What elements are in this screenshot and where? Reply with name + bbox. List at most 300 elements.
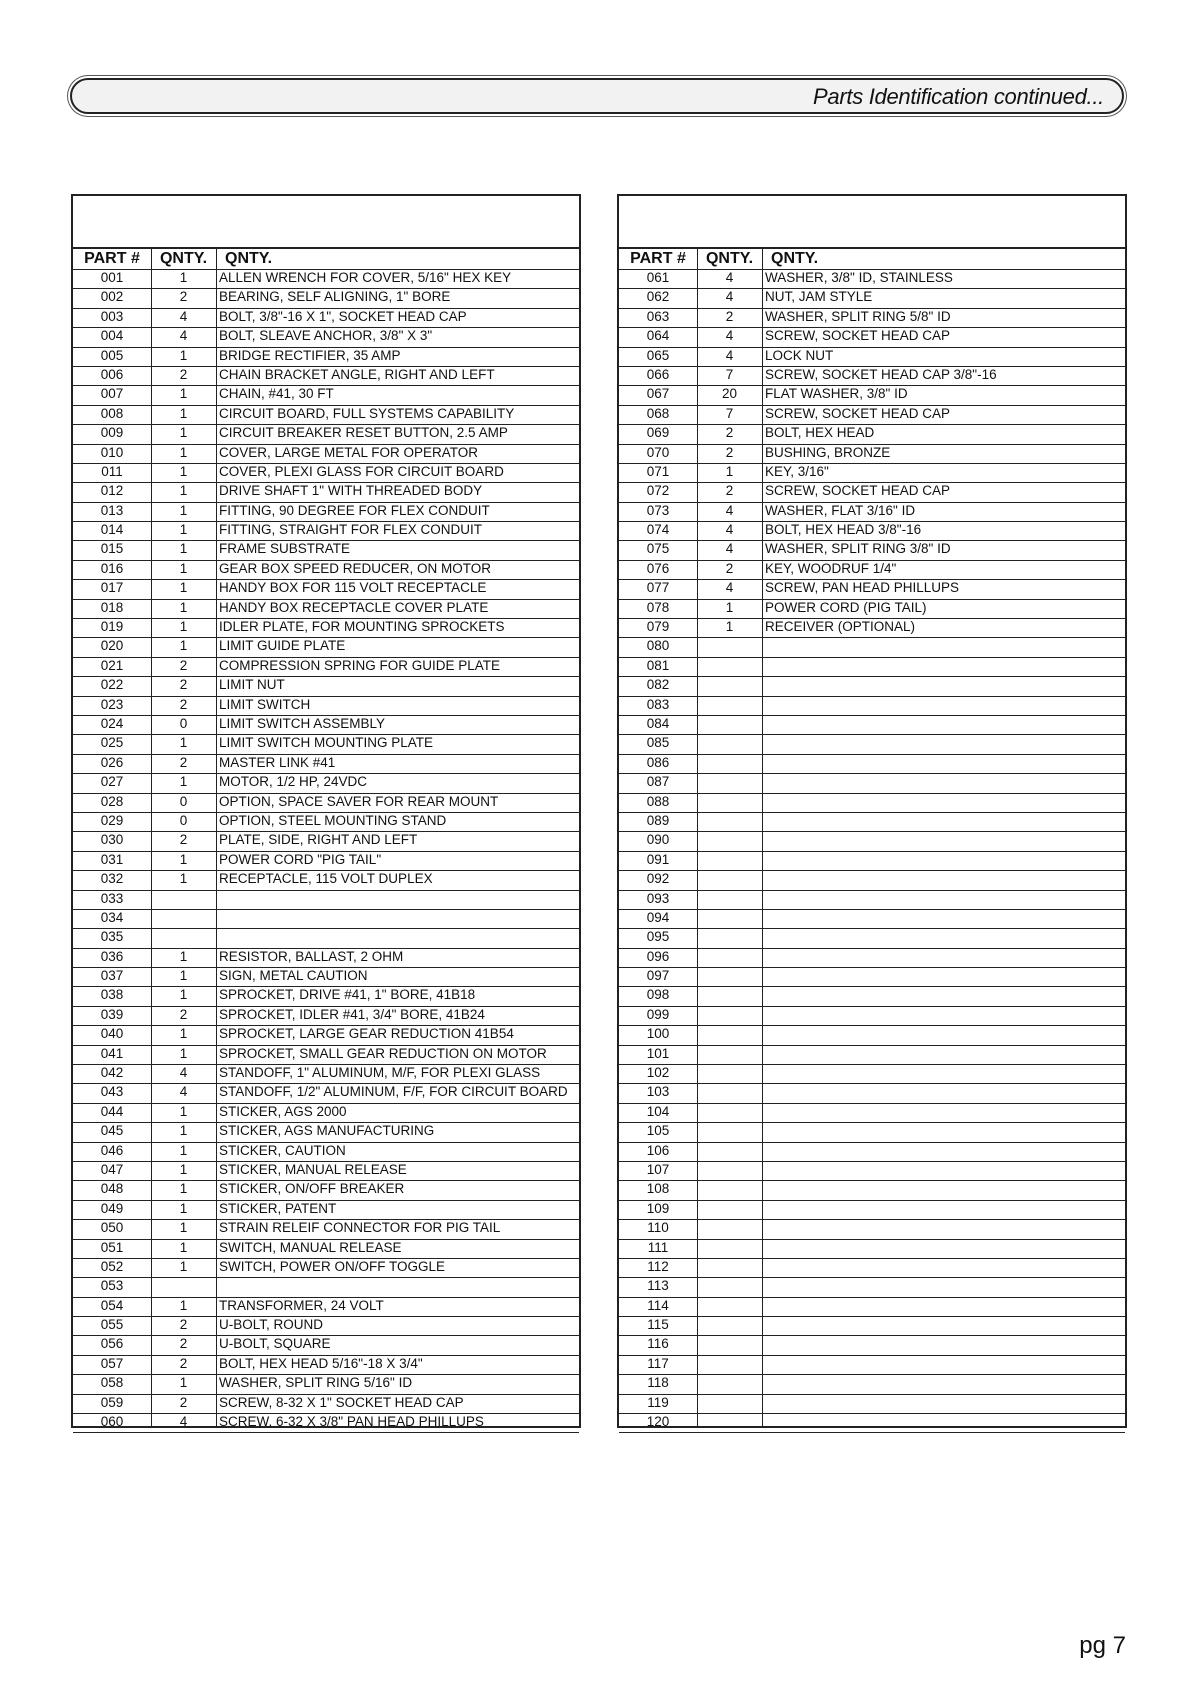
table-row	[73, 522, 579, 541]
header-part: PART #	[84, 250, 140, 267]
header-part: PART #	[630, 250, 686, 267]
part-number: 085	[646, 735, 670, 751]
part-number: 041	[100, 1045, 124, 1061]
quantity: 1	[179, 735, 188, 751]
quantity: 0	[179, 793, 188, 809]
description: BEARING, SELF ALIGNING, 1" BORE	[219, 289, 451, 305]
table-row	[619, 658, 1125, 677]
quantity: 2	[725, 444, 734, 460]
table-row	[619, 541, 1125, 560]
part-number: 020	[100, 638, 124, 654]
part-number: 038	[100, 987, 124, 1003]
part-number: 016	[100, 560, 124, 576]
table-row	[619, 1336, 1125, 1355]
table-row	[73, 794, 579, 813]
description: RECEPTACLE, 115 VOLT DUPLEX	[219, 871, 433, 887]
quantity: 1	[179, 1026, 188, 1042]
part-number: 039	[100, 1006, 124, 1022]
part-number: 098	[646, 987, 670, 1003]
description: SIGN, METAL CAUTION	[219, 968, 368, 984]
part-number: 118	[647, 1375, 669, 1391]
table-row	[619, 270, 1125, 289]
table-row	[619, 522, 1125, 541]
quantity: 4	[725, 347, 734, 363]
description: STANDOFF, 1" ALUMINUM, M/F, FOR PLEXI GLASS	[219, 1065, 541, 1081]
table-row	[73, 677, 579, 696]
quantity: 1	[179, 851, 188, 867]
part-number: 108	[646, 1181, 670, 1197]
table-row	[73, 716, 579, 735]
table-row	[619, 1201, 1125, 1220]
description: SPROCKET, IDLER #41, 3/4" BORE, 41B24	[219, 1006, 485, 1022]
table-header	[73, 247, 579, 270]
table-row	[619, 1240, 1125, 1259]
quantity: 1	[179, 483, 188, 499]
parts-table-right	[617, 194, 1127, 1428]
description: MASTER LINK #41	[219, 754, 336, 770]
part-number: 077	[646, 580, 670, 596]
description: BOLT, HEX HEAD 5/16"-18 X 3/4"	[219, 1355, 423, 1371]
table-row	[619, 503, 1125, 522]
description: LOCK NUT	[765, 347, 834, 363]
table-body	[619, 270, 1125, 1433]
table-row	[73, 987, 579, 1006]
table-row	[619, 328, 1125, 347]
table-row	[619, 1162, 1125, 1181]
description: POWER CORD "PIG TAIL"	[219, 851, 382, 867]
part-number: 091	[646, 851, 670, 867]
table-row	[73, 1278, 579, 1297]
part-number: 074	[646, 522, 670, 538]
table-row	[619, 1220, 1125, 1239]
quantity: 1	[179, 386, 188, 402]
description: WASHER, 3/8" ID, STAINLESS	[765, 270, 953, 285]
description: BOLT, HEX HEAD	[765, 425, 875, 441]
quantity: 2	[179, 1006, 188, 1022]
part-number: 018	[100, 599, 124, 615]
part-number: 073	[646, 502, 670, 518]
quantity: 1	[179, 444, 188, 460]
part-number: 057	[100, 1355, 124, 1371]
quantity: 4	[725, 580, 734, 596]
part-number: 014	[100, 522, 124, 538]
description: STICKER, ON/OFF BREAKER	[219, 1181, 405, 1197]
table-row	[73, 600, 579, 619]
table-row	[619, 580, 1125, 599]
quantity: 1	[179, 522, 188, 538]
table-row	[619, 1065, 1125, 1084]
part-number: 021	[100, 657, 124, 673]
table-row	[73, 328, 579, 347]
part-number: 115	[647, 1317, 669, 1333]
table-row	[73, 949, 579, 968]
table-row	[619, 1298, 1125, 1317]
description: OPTION, STEEL MOUNTING STAND	[219, 812, 447, 828]
part-number: 113	[647, 1278, 669, 1294]
part-number: 005	[100, 347, 124, 363]
quantity: 1	[179, 774, 188, 790]
quantity: 2	[179, 1317, 188, 1333]
table-row	[619, 561, 1125, 580]
description: STICKER, AGS 2000	[219, 1103, 347, 1119]
part-number: 069	[646, 425, 670, 441]
part-number: 031	[100, 851, 124, 867]
table-row	[73, 425, 579, 444]
part-number: 112	[647, 1258, 669, 1274]
part-number: 094	[646, 909, 670, 925]
table-row	[619, 1104, 1125, 1123]
table-row	[73, 503, 579, 522]
quantity: 1	[179, 599, 188, 615]
part-number: 086	[646, 754, 670, 770]
part-number: 010	[100, 444, 124, 460]
quantity: 1	[179, 1258, 188, 1274]
description: BOLT, SLEAVE ANCHOR, 3/8" X 3"	[219, 328, 433, 344]
description: SCREW, SOCKET HEAD CAP	[765, 483, 951, 499]
quantity: 1	[179, 1200, 188, 1216]
table-row	[619, 774, 1125, 793]
description: SWITCH, MANUAL RELEASE	[219, 1239, 402, 1255]
table-row	[73, 929, 579, 948]
table-row	[73, 1395, 579, 1414]
quantity: 2	[179, 289, 188, 305]
part-number: 001	[100, 270, 124, 285]
description: MOTOR, 1/2 HP, 24VDC	[219, 774, 368, 790]
description: COVER, PLEXI GLASS FOR CIRCUIT BOARD	[219, 463, 504, 479]
description: FRAME SUBSTRATE	[219, 541, 351, 557]
table-row	[619, 619, 1125, 638]
part-number: 045	[100, 1123, 124, 1139]
part-number: 117	[647, 1355, 669, 1371]
table-row	[619, 1259, 1125, 1278]
quantity: 4	[725, 522, 734, 538]
quantity: 1	[179, 1239, 188, 1255]
part-number: 053	[100, 1278, 124, 1294]
part-number: 075	[646, 541, 670, 557]
quantity: 2	[179, 754, 188, 770]
table-row	[73, 1414, 579, 1433]
part-number: 043	[100, 1084, 124, 1100]
part-number: 064	[646, 328, 670, 344]
table-row	[73, 348, 579, 367]
description: U-BOLT, SQUARE	[219, 1336, 331, 1352]
table-row	[73, 832, 579, 851]
quantity: 2	[179, 1394, 188, 1410]
description: STRAIN RELEIF CONNECTOR FOR PIG TAIL	[219, 1220, 501, 1236]
description: SCREW, SOCKET HEAD CAP	[765, 405, 951, 421]
part-number: 044	[100, 1103, 124, 1119]
description: DRIVE SHAFT 1" WITH THREADED BODY	[219, 483, 483, 499]
quantity: 4	[725, 502, 734, 518]
part-number: 097	[646, 968, 670, 984]
description: IDLER PLATE, FOR MOUNTING SPROCKETS	[219, 619, 505, 635]
part-number: 030	[100, 832, 124, 848]
table-row	[619, 1181, 1125, 1200]
quantity: 1	[179, 1375, 188, 1391]
quantity: 1	[179, 463, 188, 479]
table-row	[619, 1414, 1125, 1433]
part-number: 042	[100, 1065, 124, 1081]
table-row	[619, 367, 1125, 386]
description: U-BOLT, ROUND	[219, 1317, 324, 1333]
parts-table-left	[71, 194, 581, 1428]
table-row	[73, 1065, 579, 1084]
description: TRANSFORMER, 24 VOLT	[219, 1297, 384, 1313]
table-row	[619, 386, 1125, 405]
quantity: 1	[179, 425, 188, 441]
table-row	[73, 968, 579, 987]
table-row	[619, 832, 1125, 851]
table-header	[619, 247, 1125, 270]
table-row	[73, 580, 579, 599]
description: ALLEN WRENCH FOR COVER, 5/16" HEX KEY	[219, 270, 512, 285]
part-number: 027	[100, 774, 124, 790]
table-row	[73, 1143, 579, 1162]
table-row	[619, 891, 1125, 910]
quantity: 1	[179, 1181, 188, 1197]
part-number: 032	[100, 871, 124, 887]
description: NUT, JAM STYLE	[765, 289, 873, 305]
table-row	[73, 910, 579, 929]
quantity: 4	[179, 328, 188, 344]
table-row	[73, 658, 579, 677]
part-number: 063	[646, 308, 670, 324]
part-number: 022	[100, 677, 124, 693]
description: BUSHING, BRONZE	[765, 444, 891, 460]
quantity: 2	[179, 366, 188, 382]
quantity: 1	[179, 541, 188, 557]
part-number: 065	[646, 347, 670, 363]
table-row	[73, 871, 579, 890]
quantity: 1	[179, 1123, 188, 1139]
description: STICKER, MANUAL RELEASE	[219, 1161, 407, 1177]
quantity: 1	[179, 1220, 188, 1236]
part-number: 049	[100, 1200, 124, 1216]
description: CHAIN BRACKET ANGLE, RIGHT AND LEFT	[219, 366, 495, 382]
part-number: 066	[646, 366, 670, 382]
part-number: 114	[647, 1297, 669, 1313]
part-number: 061	[646, 270, 670, 285]
table-row	[73, 755, 579, 774]
table-row	[619, 600, 1125, 619]
part-number: 092	[646, 871, 670, 887]
quantity: 2	[725, 308, 734, 324]
table-row	[73, 774, 579, 793]
description: COMPRESSION SPRING FOR GUIDE PLATE	[219, 657, 501, 673]
description: HANDY BOX FOR 115 VOLT RECEPTACLE	[219, 580, 487, 596]
quantity: 1	[179, 871, 188, 887]
quantity: 1	[179, 502, 188, 518]
page-number: pg 7	[1079, 1632, 1126, 1659]
table-row	[73, 1259, 579, 1278]
description: KEY, 3/16"	[765, 463, 829, 479]
part-number: 102	[646, 1065, 670, 1081]
table-row	[73, 1123, 579, 1142]
description: BOLT, 3/8"-16 X 1", SOCKET HEAD CAP	[219, 308, 467, 324]
part-number: 007	[100, 386, 124, 402]
quantity: 4	[725, 270, 734, 285]
description: STICKER, AGS MANUFACTURING	[219, 1123, 435, 1139]
table-row	[73, 464, 579, 483]
table-row	[73, 445, 579, 464]
part-number: 004	[100, 328, 124, 344]
part-number: 099	[646, 1006, 670, 1022]
quantity: 4	[725, 541, 734, 557]
header-qty: QNTY.	[159, 250, 208, 267]
part-number: 009	[100, 425, 124, 441]
part-number: 095	[646, 929, 670, 945]
part-number: 096	[646, 948, 670, 964]
quantity: 1	[179, 987, 188, 1003]
description: GEAR BOX SPEED REDUCER, ON MOTOR	[219, 560, 492, 576]
table-row	[619, 1395, 1125, 1414]
table-row	[73, 1240, 579, 1259]
header-qty: QNTY.	[705, 250, 754, 267]
table-row	[619, 1026, 1125, 1045]
part-number: 026	[100, 754, 124, 770]
part-number: 093	[646, 890, 670, 906]
quantity: 4	[725, 328, 734, 344]
part-number: 087	[646, 774, 670, 790]
quantity: 2	[179, 696, 188, 712]
table-row	[73, 1356, 579, 1375]
description: OPTION, SPACE SAVER FOR REAR MOUNT	[219, 793, 499, 809]
part-number: 024	[100, 715, 124, 731]
part-number: 090	[646, 832, 670, 848]
table-row	[73, 619, 579, 638]
table-row	[73, 735, 579, 754]
table-row	[73, 852, 579, 871]
description: BOLT, HEX HEAD 3/8"-16	[765, 522, 922, 538]
description: STICKER, PATENT	[219, 1200, 337, 1216]
table-row	[619, 309, 1125, 328]
description: SCREW, 8-32 X 1" SOCKET HEAD CAP	[219, 1394, 464, 1410]
part-number: 110	[647, 1220, 669, 1236]
description: LIMIT SWITCH ASSEMBLY	[219, 715, 386, 731]
description: SCREW, SOCKET HEAD CAP 3/8"-16	[765, 366, 997, 382]
part-number: 107	[646, 1161, 670, 1177]
part-number: 003	[100, 308, 124, 324]
table-row	[619, 445, 1125, 464]
description: WASHER, SPLIT RING 5/8" ID	[765, 308, 951, 324]
part-number: 029	[100, 812, 124, 828]
part-number: 011	[101, 463, 123, 479]
part-number: 080	[646, 638, 670, 654]
quantity: 7	[725, 405, 734, 421]
quantity: 2	[725, 483, 734, 499]
quantity: 1	[179, 1297, 188, 1313]
description: WASHER, SPLIT RING 5/16" ID	[219, 1375, 413, 1391]
description: LIMIT SWITCH MOUNTING PLATE	[219, 735, 434, 751]
table-row	[73, 1317, 579, 1336]
table-row	[619, 949, 1125, 968]
section-banner	[70, 78, 1124, 114]
table-row	[619, 735, 1125, 754]
part-number: 034	[100, 909, 124, 925]
table-row	[619, 813, 1125, 832]
quantity: 4	[725, 289, 734, 305]
description: SCREW, SOCKET HEAD CAP	[765, 328, 951, 344]
part-number: 106	[646, 1142, 670, 1158]
part-number: 083	[646, 696, 670, 712]
description: WASHER, SPLIT RING 3/8" ID	[765, 541, 951, 557]
table-row	[619, 910, 1125, 929]
part-number: 060	[100, 1414, 124, 1430]
table-row	[619, 1375, 1125, 1394]
table-row	[619, 289, 1125, 308]
banner-title: Parts Identification continued...	[813, 84, 1104, 109]
description: STICKER, CAUTION	[219, 1142, 346, 1158]
table-row	[619, 1278, 1125, 1297]
description: LIMIT NUT	[219, 677, 285, 693]
table-row	[73, 1181, 579, 1200]
table-row	[619, 987, 1125, 1006]
table-row	[619, 968, 1125, 987]
quantity: 4	[179, 308, 188, 324]
part-number: 119	[647, 1394, 669, 1410]
quantity: 7	[725, 366, 734, 382]
quantity: 1	[179, 619, 188, 635]
quantity: 1	[725, 599, 734, 615]
part-number: 079	[646, 619, 670, 635]
description: RESISTOR, BALLAST, 2 OHM	[219, 948, 404, 964]
quantity: 1	[179, 270, 188, 285]
table-row	[619, 716, 1125, 735]
table-row	[619, 1356, 1125, 1375]
table-row	[73, 1336, 579, 1355]
table-row	[619, 697, 1125, 716]
description: SPROCKET, DRIVE #41, 1" BORE, 41B18	[219, 987, 476, 1003]
table-row	[73, 813, 579, 832]
quantity: 4	[179, 1414, 188, 1430]
table-row	[73, 270, 579, 289]
table-row	[619, 871, 1125, 890]
part-number: 104	[646, 1103, 670, 1119]
description: RECEIVER (OPTIONAL)	[765, 619, 916, 635]
table-row	[73, 1026, 579, 1045]
description: CIRCUIT BREAKER RESET BUTTON, 2.5 AMP	[219, 425, 508, 441]
part-number: 035	[100, 929, 124, 945]
part-number: 109	[646, 1200, 670, 1216]
quantity: 1	[179, 347, 188, 363]
part-number: 052	[100, 1258, 124, 1274]
table-row	[73, 1046, 579, 1065]
table-row	[73, 309, 579, 328]
quantity: 1	[179, 948, 188, 964]
part-number: 116	[647, 1336, 669, 1352]
quantity: 4	[179, 1065, 188, 1081]
part-number: 028	[100, 793, 124, 809]
header-desc: QNTY.	[771, 250, 819, 267]
table-row	[619, 755, 1125, 774]
description: SPROCKET, LARGE GEAR REDUCTION 41B54	[219, 1026, 514, 1042]
quantity: 2	[179, 832, 188, 848]
part-number: 084	[646, 715, 670, 731]
table-row	[619, 1046, 1125, 1065]
table-row	[73, 1375, 579, 1394]
quantity: 2	[725, 425, 734, 441]
quantity: 1	[179, 560, 188, 576]
part-number: 006	[100, 366, 124, 382]
part-number: 048	[100, 1181, 124, 1197]
table-row	[73, 289, 579, 308]
table-row	[73, 386, 579, 405]
part-number: 070	[646, 444, 670, 460]
part-number: 050	[100, 1220, 124, 1236]
table-row	[619, 794, 1125, 813]
part-number: 047	[100, 1161, 124, 1177]
table-row	[619, 638, 1125, 657]
